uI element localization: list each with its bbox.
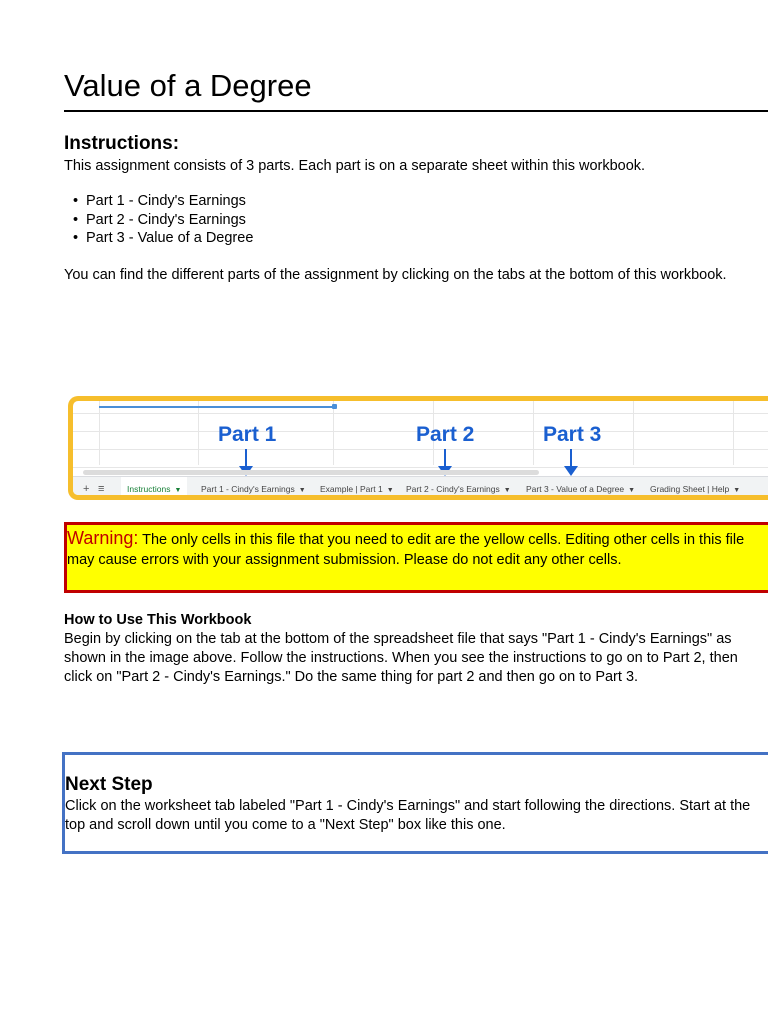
warning-box xyxy=(64,522,768,593)
page-title: Value of a Degree xyxy=(64,64,768,112)
tab-example-part-1[interactable]: Example | Part 1 ▼ xyxy=(320,484,394,494)
tab-grading-sheet[interactable]: Grading Sheet | Help ▼ xyxy=(650,484,741,494)
instructions-heading: Instructions: xyxy=(64,133,180,154)
add-sheet-icon[interactable]: + xyxy=(83,483,90,495)
all-sheets-menu-icon[interactable]: ≡ xyxy=(98,483,105,495)
next-step-heading: Next Step xyxy=(65,774,153,795)
find-parts-text: You can find the different parts of the assignment by clicking on the tabs at the bottom of this workbook. xyxy=(64,267,727,283)
selection-handle xyxy=(332,404,337,409)
callout-part-1: Part 1 xyxy=(218,423,277,446)
next-step-box xyxy=(62,752,768,854)
callout-part-3: Part 3 xyxy=(543,423,602,446)
how-to-heading: How to Use This Workbook xyxy=(64,612,252,628)
list-item: • Part 1 - Cindy's Earnings xyxy=(64,192,253,211)
how-to-body: Begin by clicking on the tab at the bottom of the spreadsheet file that says "Part 1 - Cindy's Earnings" as shown in the image above. Follow the instructions. When you see the instructions to go on to Part 2, then click on "Part 2 - Cindy's Earnings." Do the same thing for part 2 and then go on to Part 3. xyxy=(64,631,738,685)
tab-instructions[interactable]: Instructions ▼ xyxy=(121,477,187,500)
tab-part-2[interactable]: Part 2 - Cindy's Earnings ▼ xyxy=(406,484,511,494)
list-item: • Part 2 - Cindy's Earnings xyxy=(64,211,253,230)
warning-label: Warning: xyxy=(67,528,139,548)
horizontal-scrollbar[interactable] xyxy=(83,470,539,475)
warning-text: The only cells in this file that you need to edit are the yellow cells. Editing other cells in this file may cause errors with your assignment submission. Please do not edit any other cells. xyxy=(67,532,745,568)
sheet-tabs-screenshot xyxy=(68,396,768,500)
sheet-tab-bar xyxy=(73,476,768,500)
arrow-down-icon xyxy=(564,449,578,479)
instructions-intro: This assignment consists of 3 parts. Each part is on a separate sheet within this workbook. xyxy=(64,158,646,174)
selection-line xyxy=(99,406,334,408)
callout-part-2: Part 2 xyxy=(416,423,475,446)
parts-list xyxy=(64,192,253,248)
tab-part-1[interactable]: Part 1 - Cindy's Earnings ▼ xyxy=(201,484,306,494)
tab-part-3[interactable]: Part 3 - Value of a Degree ▼ xyxy=(526,484,636,494)
next-step-body: Click on the worksheet tab labeled "Part 1 - Cindy's Earnings" and start following the directions. Start at the top and scroll down until you come to a "Next Step" box like this one. xyxy=(65,798,751,833)
list-item: • Part 3 - Value of a Degree xyxy=(64,229,253,248)
